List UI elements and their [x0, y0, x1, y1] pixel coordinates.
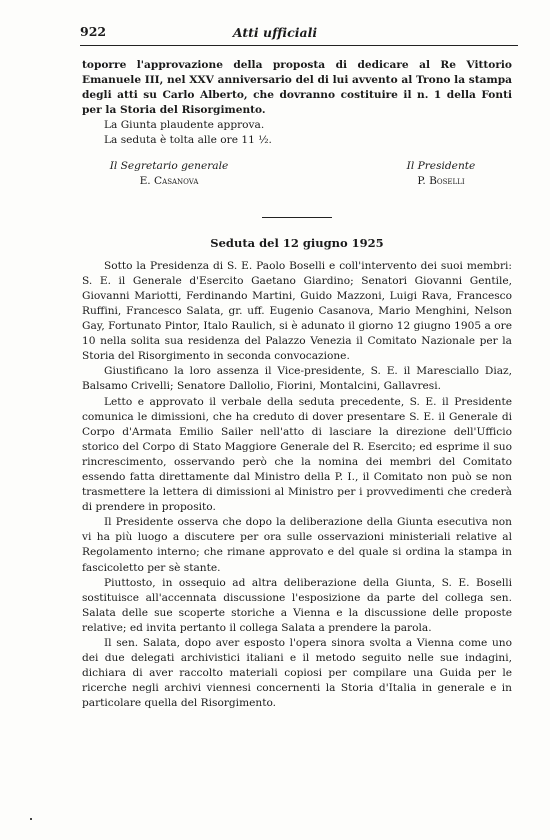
signature-left — [94, 159, 244, 189]
page-number: 922 — [80, 24, 107, 39]
section-separator — [262, 217, 332, 218]
session-paragraph: Il Presidente osserva che dopo la deliberazione della Giunta esecutiva non vi ha più luogo a discutere per ora sulle osservazioni ministeriali relative al Regolamento interno; che rimane approvato e del quale si ordina la stampa in fascicoletto per sè stante. — [82, 516, 512, 574]
page-body — [82, 58, 512, 711]
secretary-title: Il Segretario generale — [109, 159, 229, 172]
session-paragraph: Il sen. Salata, dopo aver esposto l'opera sinora svolta a Vienna come uno dei due delegati archivistici italiani e il metodo seguito nelle sue indagini, dichiara di aver raccolto materiali copiosi per compilare una Guida per le ricerche negli archivi viennesi concernenti la Storia d'Italia in generale e in particolare quella del Risorgimento. — [82, 637, 512, 710]
intro-paragraph-2: La Giunta plaudente approva. — [104, 119, 265, 132]
intro-paragraph-1: toporre l'approvazione della proposta di dedicare al Re Vittorio Emanuele III, nel XXV anniversario del di lui avvento al Trono la stampa degli atti su Carlo Alberto, che dovranno costituire il n. 1 della Fonti per la Storia del Risorgimento. — [82, 59, 512, 117]
header-rule — [80, 45, 518, 46]
margin-mark — [30, 818, 32, 820]
intro-paragraph-3: La seduta è tolta alle ore 11 ½. — [104, 134, 272, 147]
session-paragraph: Sotto la Presidenza di S. E. Paolo Boselli e coll'intervento dei suoi membri: S. E. il Generale d'Esercito Gaetano Giardino; Senatori Giovanni Gentile, Giovanni Mariotti, Ferdinando Martini, Guido Mazzoni, Luigi Rava, Francesco Ruffini, Francesco Salata, gr. uff. Eugenio Casanova, Mario Menghini, Nelson Gay, Fortunato Pintor, Italo Raulich, si è adunato il giorno 12 giugno 1905 a ore 10 nella solita sua residenza del Palazzo Venezia il Comitato Nazionale per la Storia del Risorgimento in seconda convocazione. — [82, 259, 512, 363]
signature-block — [82, 159, 512, 191]
president-title: Il Presidente — [406, 159, 476, 172]
running-title: Atti ufficiali — [232, 25, 318, 40]
president-name: P. Boselli — [417, 174, 465, 187]
session-paragraph: Letto e approvato il verbale della seduta precedente, S. E. il Presidente comunica le dimissioni, che ha creduto di dover presentare S. E. il Generale di Corpo d'Armata Emilio Sailer nell'atto di lasciare la direzione dell'Ufficio storico del Corpo di Stato Maggiore Generale del R. Esercito; ed esprime il suo rincrescimento, osservando però che la nomina dei membri del Comitato essendo fatta direttamente dal Ministro della P. I., il Comitato non può se non trasmettere la lettera di dimissioni al Ministro per i provvedimenti che crederà di prendere in proposito. — [82, 395, 512, 514]
session-title: Seduta del 12 giugno 1925 — [210, 235, 384, 250]
session-paragraph: Piuttosto, in ossequio ad altra deliberazione della Giunta, S. E. Boselli sostituisce all'accennata discussione l'esposizione da parte del collega sen. Salata delle sue scoperte storiche a Vienna e la discussione delle proposte relative; ed invita pertanto il collega Salata a prendere la parola. — [82, 576, 512, 634]
secretary-name: E. Casanova — [139, 174, 199, 187]
session-paragraph: Giustificano la loro assenza il Vice-presidente, S. E. il Maresciallo Diaz, Balsamo Crivelli; Senatore Dallolio, Fiorini, Montalcini, Gallavresi. — [82, 365, 512, 393]
signature-right — [386, 159, 496, 189]
